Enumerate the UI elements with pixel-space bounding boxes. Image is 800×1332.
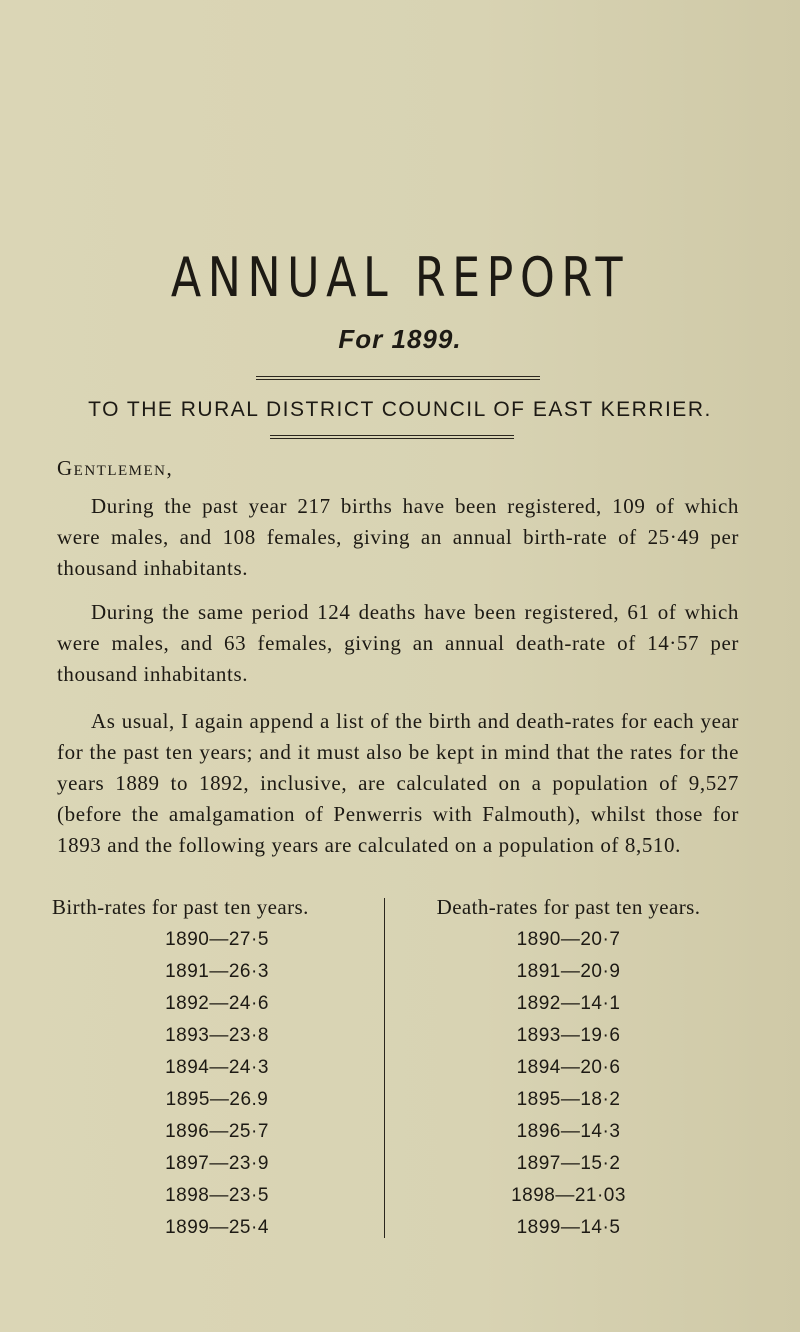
death-rate-row: 1898—21·03 bbox=[511, 1185, 626, 1206]
death-rates-list bbox=[396, 924, 741, 1244]
birth-rate-row: 1898—23·5 bbox=[165, 1185, 269, 1206]
death-rate-row: 1891—20·9 bbox=[516, 961, 621, 982]
birth-rate-row: 1896—25·7 bbox=[165, 1121, 269, 1142]
death-rates-heading: Death-rates for past ten years. bbox=[436, 895, 701, 919]
death-rates-column bbox=[396, 895, 741, 1244]
paragraph-rates-note: As usual, I again append a list of the birth and death-rates for each year for the past ten years; and it must also be kept in mind that the rates for the years 1889 to 1892, inclusive, are calculated on a population of 9,527 (before the amalgamation of Penwerris with Falmouth), whilst those for 1893 and the following years are calculated on a population of 8,510. bbox=[57, 709, 739, 857]
paragraph-births: During the past year 217 births have been registered, 109 of which were males, and 108 females, giving an annual birth-rate of 25·49 per thousand inhabitants. bbox=[57, 494, 739, 580]
birth-rate-row: 1894—24·3 bbox=[165, 1057, 269, 1078]
birth-rate-row: 1897—23·9 bbox=[165, 1153, 269, 1174]
death-rate-row: 1899—14·5 bbox=[516, 1217, 621, 1238]
death-rate-row: 1893—19·6 bbox=[516, 1025, 621, 1046]
report-title: ANNUAL REPORT bbox=[170, 246, 630, 309]
birth-rates-list bbox=[52, 924, 382, 1244]
death-rate-row: 1890—20·7 bbox=[516, 929, 621, 950]
birth-rate-row: 1893—23·8 bbox=[165, 1025, 269, 1046]
birth-rate-row: 1891—26·3 bbox=[165, 961, 269, 982]
report-subtitle: For 1899. bbox=[338, 324, 462, 354]
birth-rates-heading: Birth-rates for past ten years. bbox=[52, 895, 309, 919]
address-line: TO THE RURAL DISTRICT COUNCIL OF EAST KERRIER. bbox=[88, 398, 712, 421]
birth-rate-row: 1892—24·6 bbox=[165, 993, 269, 1014]
birth-rate-row: 1899—25·4 bbox=[165, 1217, 269, 1238]
birth-rate-row: 1895—26.9 bbox=[165, 1089, 269, 1110]
divider-rule-bottom bbox=[270, 435, 514, 439]
salutation: Gentlemen, bbox=[57, 456, 174, 480]
birth-rates-column bbox=[52, 895, 382, 1244]
death-rate-row: 1894—20·6 bbox=[516, 1057, 621, 1078]
divider-rule-top bbox=[256, 376, 540, 380]
death-rate-row: 1892—14·1 bbox=[516, 993, 621, 1014]
death-rate-row: 1897—15·2 bbox=[516, 1153, 621, 1174]
birth-rate-row: 1890—27·5 bbox=[165, 929, 269, 950]
death-rate-row: 1896—14·3 bbox=[516, 1121, 621, 1142]
column-divider bbox=[384, 898, 385, 1238]
paragraph-deaths: During the same period 124 deaths have been registered, 61 of which were males, and 63 females, giving an annual death-rate of 14·57 per thousand inhabitants. bbox=[57, 600, 739, 686]
death-rate-row: 1895—18·2 bbox=[516, 1089, 621, 1110]
